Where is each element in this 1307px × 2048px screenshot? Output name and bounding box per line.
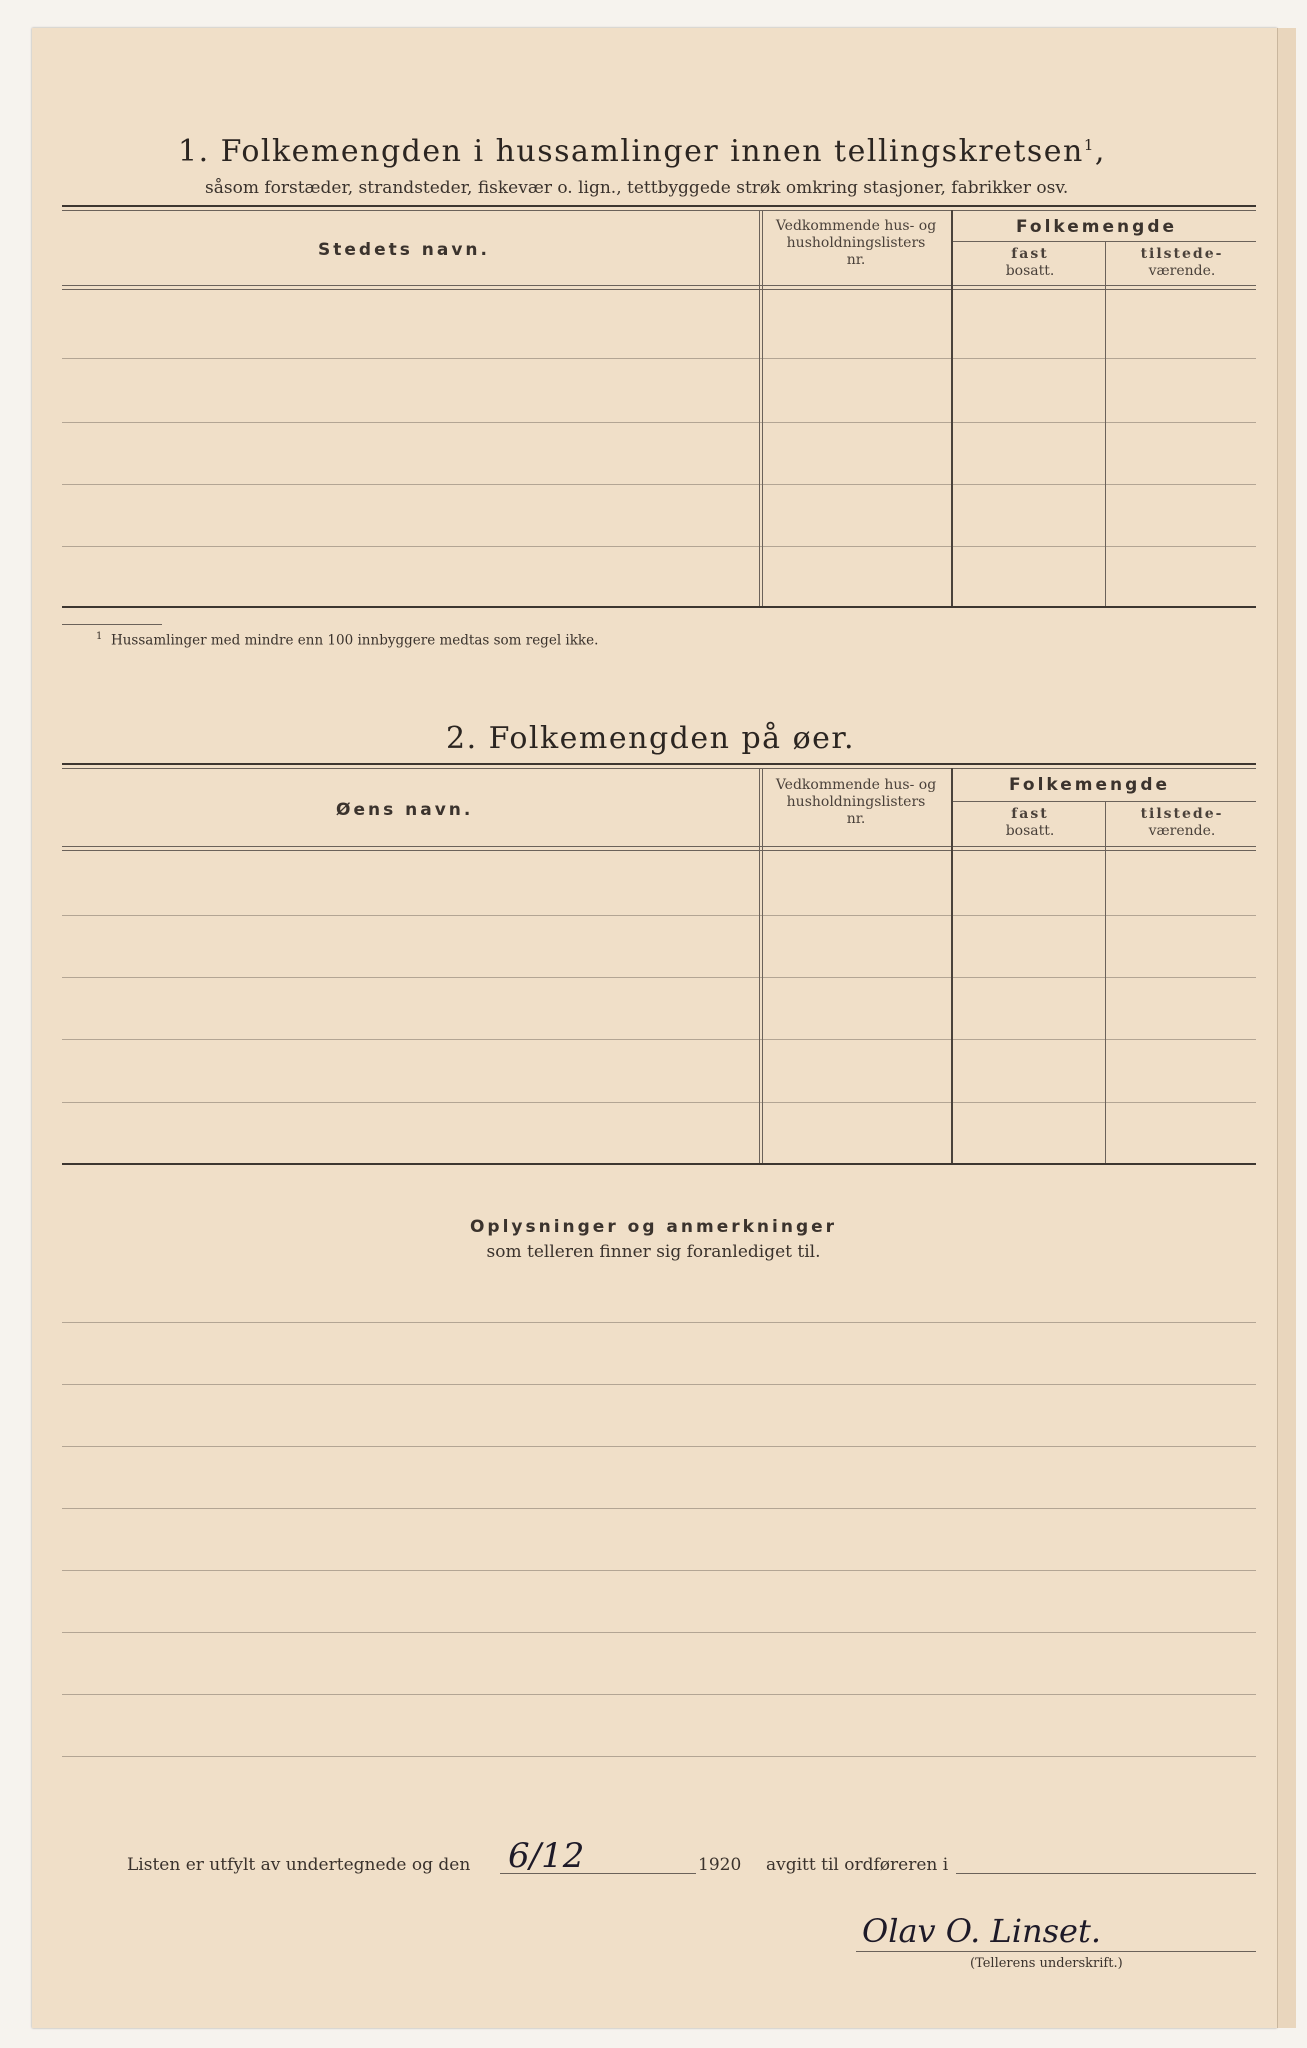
section1-col-list-line2: husholdningslisters — [786, 235, 926, 251]
section1-col-tilstede — [1107, 246, 1257, 280]
section2-top-rule-inner — [62, 768, 1256, 769]
section1-col-fast-line1: fast — [1011, 246, 1049, 262]
footnote-mark: 1 — [96, 631, 103, 642]
section1-col-divider-inner — [762, 210, 763, 606]
section1-top-rule — [62, 205, 1256, 207]
remarks-line — [62, 1322, 1256, 1323]
section1-top-rule-inner — [62, 210, 1256, 211]
section2-col-list-line2: husholdningslisters — [786, 794, 926, 810]
section2-header-bottom-inner — [62, 850, 1256, 851]
section2-col-list — [762, 777, 950, 828]
section1-col-divider — [1105, 241, 1106, 606]
section2-header-bottom — [62, 846, 1256, 847]
section2-title: 2. Folkemengden på øer. — [446, 721, 855, 756]
section1-row-line — [62, 484, 1256, 485]
remarks-title: Oplysninger og anmerkninger — [469, 1217, 838, 1237]
section1-header-bottom-inner — [62, 289, 1256, 290]
section1-col-list — [762, 218, 950, 269]
signoff-year: 1920 — [698, 1855, 742, 1875]
section1-col-list-line3: nr. — [846, 252, 866, 268]
section1-row-line — [62, 546, 1256, 547]
section2-col-divider — [759, 768, 760, 1163]
section1-col-fast — [955, 246, 1105, 280]
section1-title-end: , — [1094, 134, 1106, 169]
municipality-fill-line — [956, 1873, 1256, 1874]
section1-col-tilstede-line1: tilstede- — [1140, 246, 1224, 262]
section1-pop-divider — [952, 241, 1256, 242]
handwritten-date: 6/12 — [508, 1836, 585, 1876]
section1-col-divider — [759, 210, 760, 606]
section2-col-list-line3: nr. — [846, 811, 866, 827]
section2-col-divider — [1105, 801, 1106, 1163]
section1-col-population: Folkemengde — [1016, 217, 1178, 237]
section1-row-line — [62, 422, 1256, 423]
section1-col-divider — [951, 210, 953, 606]
section1-col-name: Stedets navn. — [318, 240, 490, 260]
section2-row-line — [62, 1039, 1256, 1040]
census-form-sheet — [32, 28, 1277, 2028]
section1-bottom-rule — [62, 606, 1256, 608]
signoff-text-before: Listen er utfylt av undertegnede og den — [127, 1855, 471, 1875]
remarks-line — [62, 1756, 1256, 1757]
section2-row-line — [62, 915, 1256, 916]
section2-col-fast-line2: bosatt. — [1005, 823, 1055, 839]
section2-col-name: Øens navn. — [336, 800, 474, 820]
section2-col-fast — [955, 806, 1105, 840]
handwritten-signature: Olav O. Linset. — [862, 1912, 1101, 1950]
remarks-line — [62, 1508, 1256, 1509]
section1-title — [178, 134, 1106, 169]
section1-row-line — [62, 358, 1256, 359]
section2-col-tilstede-line2: værende. — [1148, 823, 1216, 839]
sheet-edge — [1277, 28, 1296, 2028]
signoff-text-after: avgitt til ordføreren i — [766, 1855, 949, 1875]
remarks-line — [62, 1632, 1256, 1633]
footnote — [96, 631, 598, 649]
section2-col-tilstede — [1107, 806, 1257, 840]
section2-col-tilstede-line1: tilstede- — [1140, 806, 1224, 822]
section1-footnote-ref: 1 — [1083, 136, 1095, 154]
remarks-line — [62, 1694, 1256, 1695]
remarks-subtitle: som telleren finner sig foranlediget til. — [486, 1242, 821, 1262]
section2-col-fast-line1: fast — [1011, 806, 1049, 822]
section2-col-divider-inner — [762, 768, 763, 1163]
section1-col-tilstede-line2: værende. — [1148, 263, 1216, 279]
remarks-line — [62, 1446, 1256, 1447]
signature-line — [856, 1951, 1256, 1952]
footnote-rule — [62, 624, 162, 625]
footnote-text: Hussamlinger med mindre enn 100 innbyggere medtas som regel ikke. — [110, 632, 599, 649]
section2-col-population: Folkemengde — [1009, 775, 1171, 795]
remarks-line — [62, 1570, 1256, 1571]
section1-header-bottom — [62, 285, 1256, 286]
remarks-line — [62, 1384, 1256, 1385]
section1-title-text: 1. Folkemengden i hussamlinger innen tellingskretsen — [178, 134, 1084, 169]
section1-col-list-line1: Vedkommende hus- og — [775, 218, 937, 234]
section2-top-rule — [62, 763, 1256, 765]
section2-bottom-rule — [62, 1163, 1256, 1165]
section2-row-line — [62, 977, 1256, 978]
signature-label: (Tellerens underskrift.) — [970, 1956, 1123, 1971]
section2-col-divider — [951, 768, 953, 1163]
section2-row-line — [62, 1102, 1256, 1103]
section1-col-fast-line2: bosatt. — [1005, 263, 1055, 279]
section2-col-list-line1: Vedkommende hus- og — [775, 777, 937, 793]
section2-pop-divider — [952, 801, 1256, 802]
section1-subtitle: såsom forstæder, strandsteder, fiskevær o. lign., tettbyggede strøk omkring stasjoner, fabrikker osv. — [205, 178, 1069, 198]
